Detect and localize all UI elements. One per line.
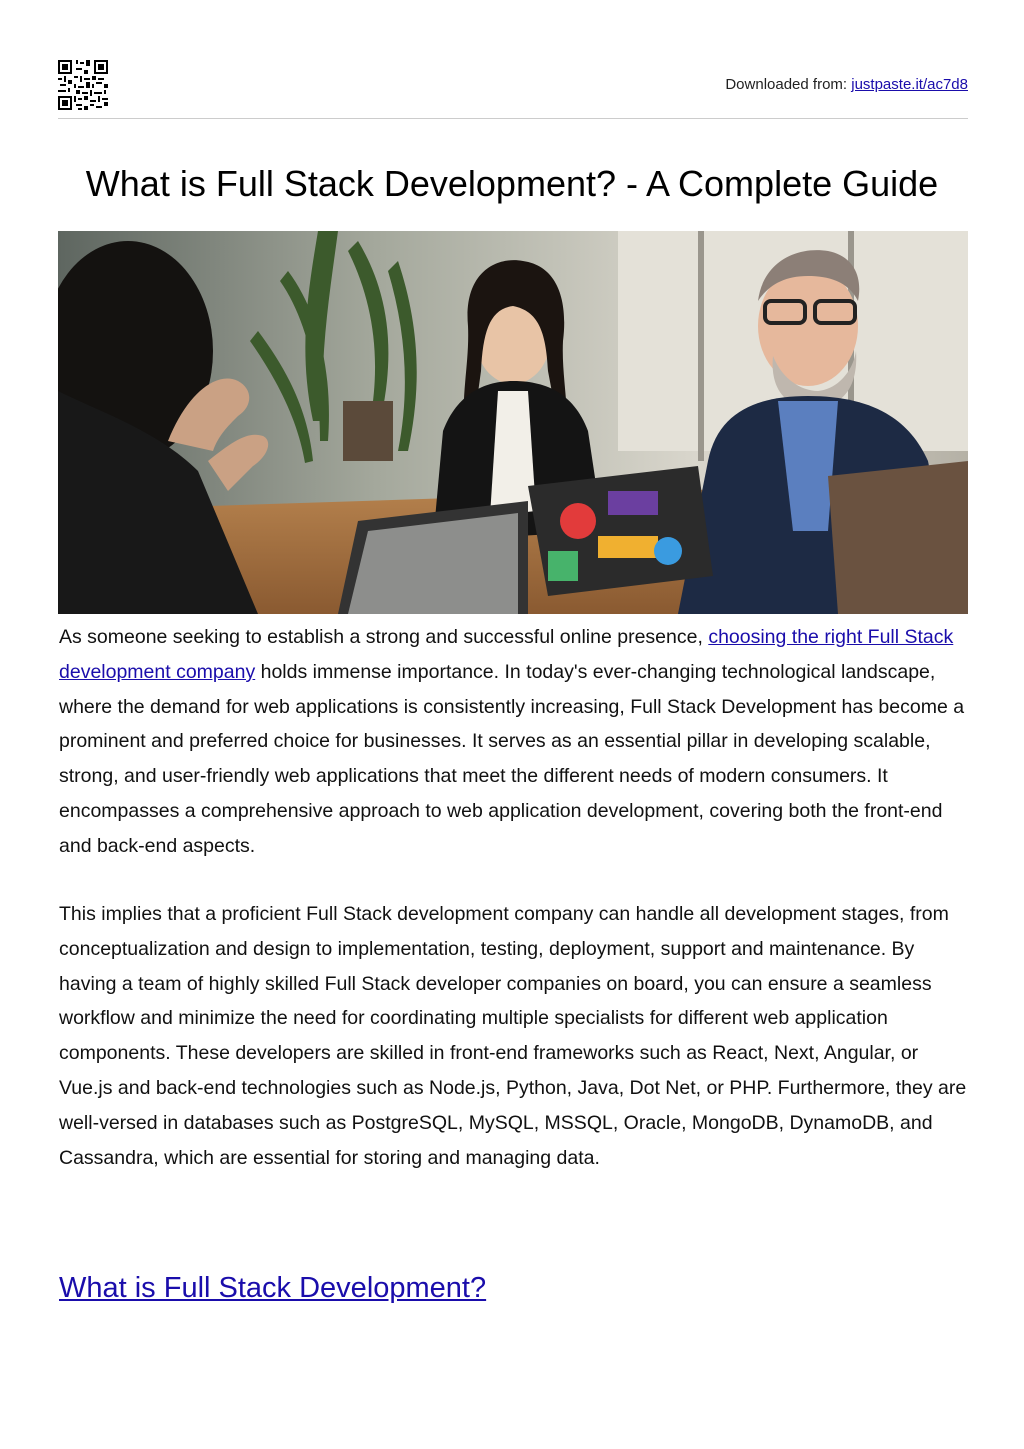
body-paragraph: This implies that a proficient Full Stack development company can handle all development stages, from conceptualization and design to implementation, testing, deployment, support and maintenance. By having a team of highly skilled Full Stack developer companies on board, you can ensure a seamless workflow and minimize the need for coordinating multiple specialists for different web application components. These developers are skilled in front-end frameworks such as React, Next, Angular, or Vue.js and back-end technologies such as Node.js, Python, Java, Dot Net, or PHP. Furthermore, they are well-versed in databases such as PostgreSQL, MySQL, MSSQL, Oracle, MongoDB, DynamoDB, and Cassandra, which are essential for storing and managing data.: [59, 903, 967, 1169]
intro-text-end: holds immense importance. In today's ever-changing technological landscape, where the demand for web applications is consistently increasing, Full Stack Development has become a prominent and preferred choice for businesses. It serves as an essential pillar in developing scalable, strong, and user-friendly web applications that meet the different needs of modern consumers. It encompasses a comprehensive approach to web application development, covering both the front-end and back-end aspects.: [59, 660, 965, 857]
intro-text-start: As someone seeking to establish a strong and successful online presence,: [59, 626, 709, 648]
hero-image: [58, 231, 968, 614]
team-meeting-photo-icon: [58, 231, 968, 614]
section-heading-link[interactable]: What is Full Stack Development?: [59, 1272, 487, 1304]
page-header: [58, 60, 968, 119]
downloaded-from-label: Downloaded from:: [725, 76, 848, 93]
full-stack-company-link[interactable]: choosing the right Full Stack development company: [59, 626, 954, 683]
intro-paragraph: [59, 620, 971, 864]
qr-code-icon: [58, 60, 108, 110]
download-source-line: [725, 76, 968, 93]
page-title: What is Full Stack Development? - A Complete Guide: [85, 163, 939, 204]
source-link[interactable]: justpaste.it/ac7d8: [851, 76, 968, 93]
